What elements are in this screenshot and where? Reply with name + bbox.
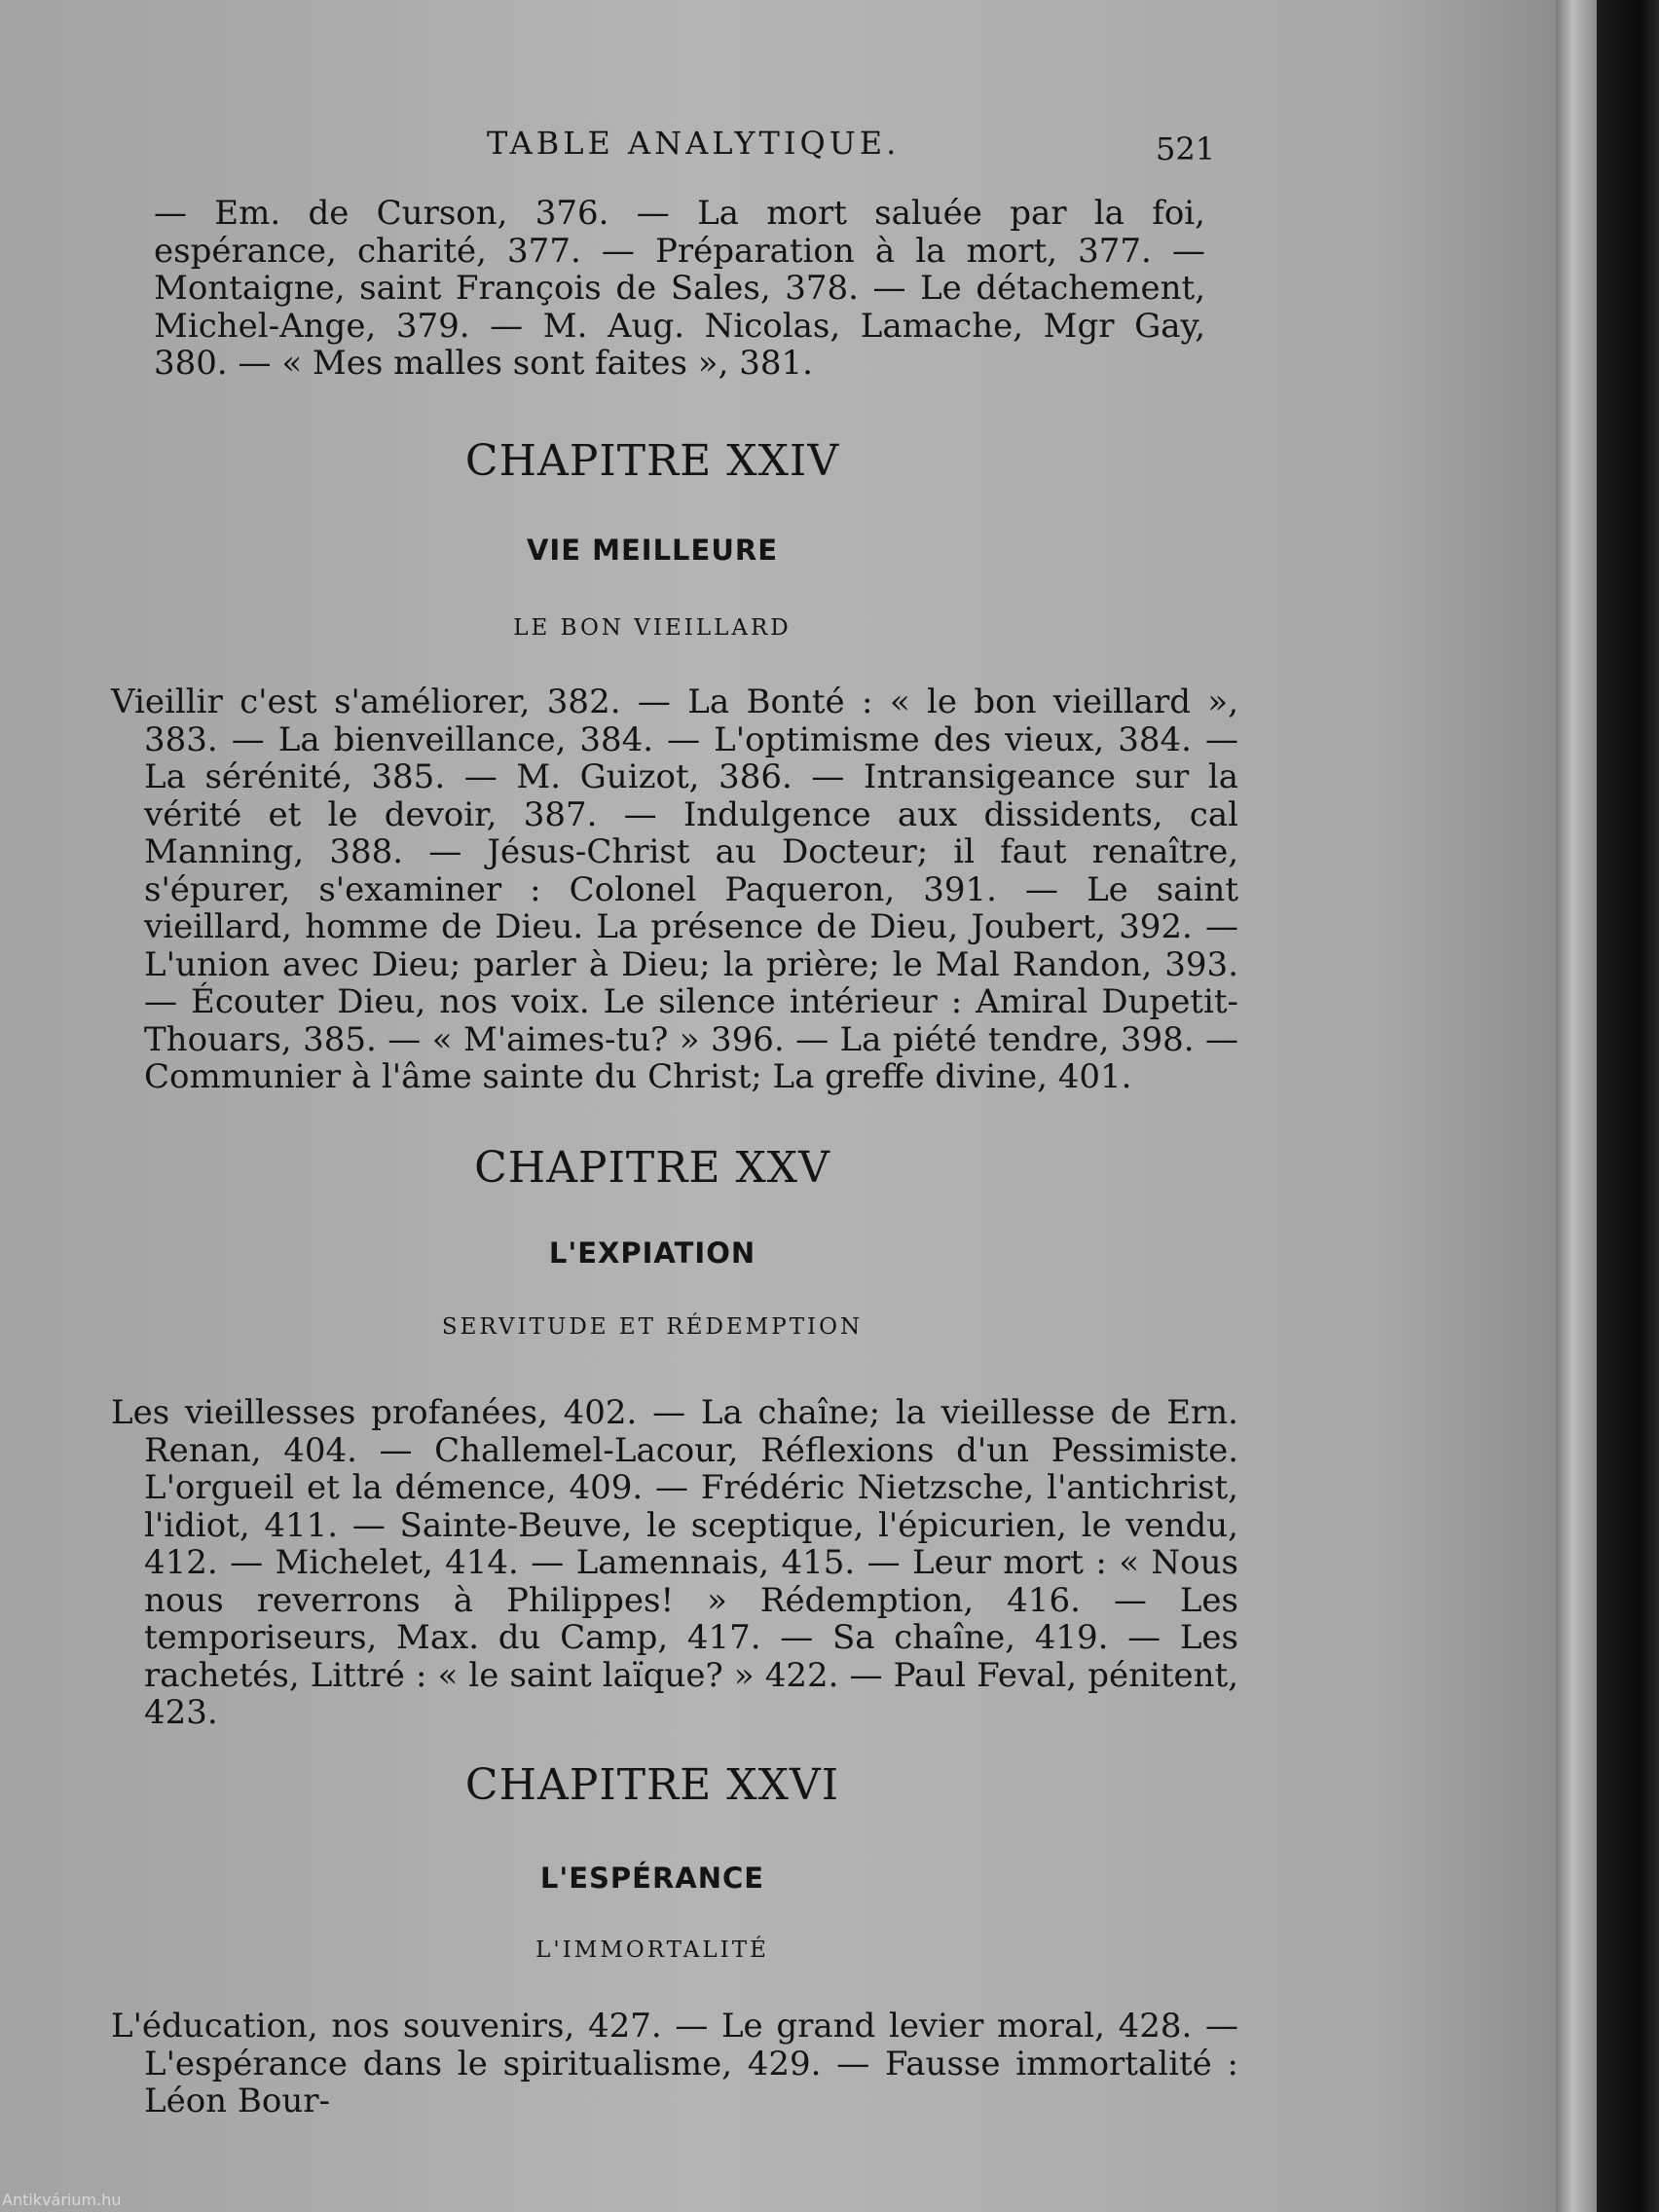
subsection-title-25: SERVITUDE ET RÉDEMPTION xyxy=(441,1314,864,1340)
running-title: TABLE ANALYTIQUE. xyxy=(487,125,901,162)
chapter-heading-24: CHAPITRE XXIV xyxy=(464,436,840,486)
subsection-title-26: L'IMMORTALITÉ xyxy=(535,1937,769,1963)
book-binding xyxy=(1597,0,1659,2212)
chapter-24-paragraph: Vieillir c'est s'améliorer, 382. — La Bonté : « le bon vieillard », 383. — La bienveillance, 384. — L'optimisme des vieux, 384. — La sérénité, 385. — M. Guizot, 386. — Intransigeance sur la vérité et le devoir, 387. — Indulgence aux dissidents, cal Manning, 388. — Jésus-Christ au Docteur; il faut renaître, s'épurer, s'examiner : Colonel Paqueron, 391. — Le saint vieillard, homme de Dieu. La présence de Dieu, Joubert, 392. — L'union avec Dieu; parler à Dieu; la prière; le Mal Randon, 393. — Écouter Dieu, nos voix. Le silence intérieur : Amiral Dupetit-Thouars, 385. — « M'aimes-tu? » 396. — La piété tendre, 398. — Communier à l'âme sainte du Christ; La greffe divine, 401. xyxy=(111,682,1238,1096)
subsection-title-24: LE BON VIEILLARD xyxy=(513,615,792,641)
page-number: 521 xyxy=(1156,130,1216,167)
running-header xyxy=(0,125,1558,173)
chapter-heading-25: CHAPITRE XXV xyxy=(474,1143,830,1193)
chapter-heading-26: CHAPITRE XXVI xyxy=(464,1760,840,1810)
intro-paragraph: — Em. de Curson, 376. — La mort saluée par la foi, espérance, charité, 377. — Préparation à la mort, 377. — Montaigne, saint François de Sales, 378. — Le détachement, Michel-Ange, 379. — M. Aug. Nicolas, Lamache, Mgr Gay, 380. — « Mes malles sont faites », 381. xyxy=(154,194,1205,383)
page-edge xyxy=(1556,0,1597,2212)
watermark: Antikvárium.hu xyxy=(2,2191,122,2209)
section-title-26: L'ESPÉRANCE xyxy=(539,1862,765,1895)
chapter-25-paragraph: Les vieillesses profanées, 402. — La chaîne; la vieillesse de Ern. Renan, 404. — Challemel-Lacour, Réflexions d'un Pessimiste. L'orgueil et la démence, 409. — Frédéric Nietzsche, l'antichrist, l'idiot, 411. — Sainte-Beuve, le sceptique, l'épicurien, le vendu, 412. — Michelet, 414. — Lamennais, 415. — Leur mort : « Nous nous reverrons à Philippes! » Rédemption, 416. — Les temporiseurs, Max. du Camp, 417. — Sa chaîne, 419. — Les rachetés, Littré : « le saint laïque? » 422. — Paul Feval, pénitent, 423. xyxy=(111,1393,1238,1732)
section-title-24: VIE MEILLEURE xyxy=(526,534,779,567)
section-title-25: L'EXPIATION xyxy=(548,1236,756,1270)
chapter-26-paragraph: L'éducation, nos souvenirs, 427. — Le grand levier moral, 428. — L'espérance dans le spiritualisme, 429. — Fausse immortalité : Léon Bour- xyxy=(111,2007,1238,2120)
